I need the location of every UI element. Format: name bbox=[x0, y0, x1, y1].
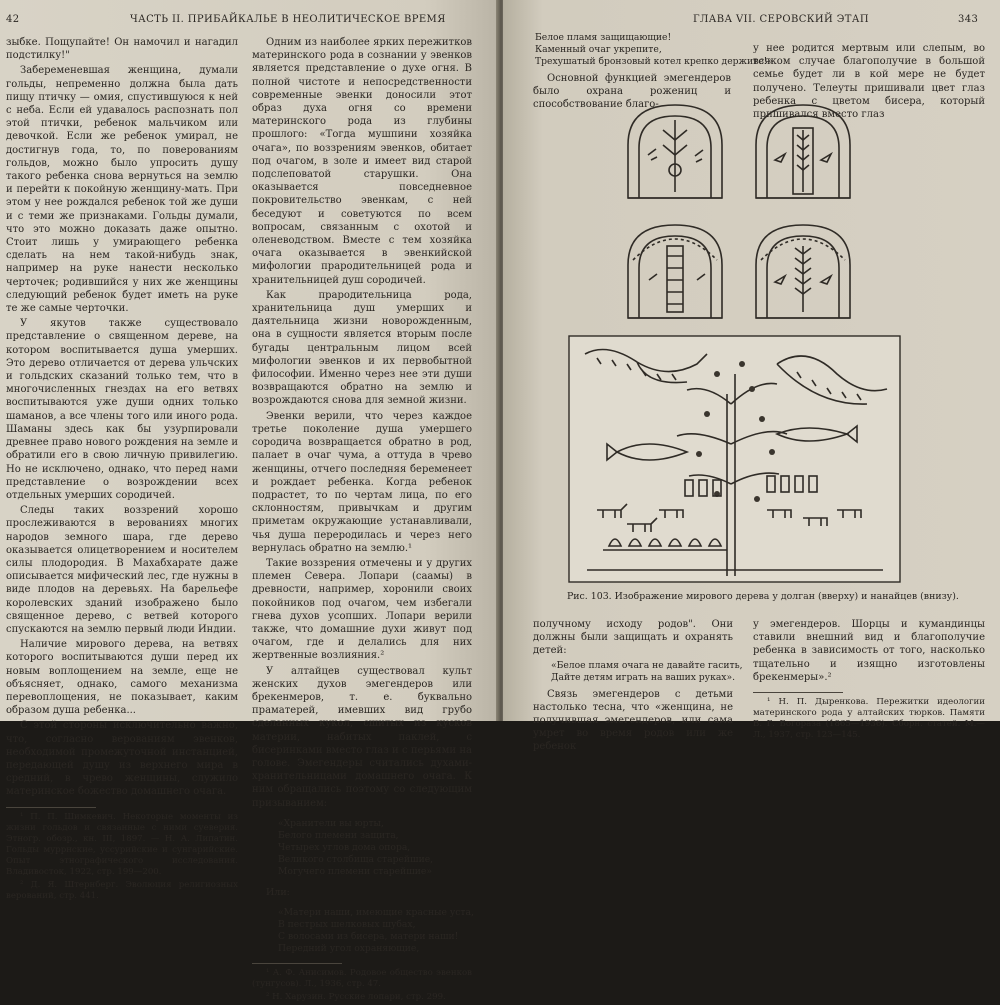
paragraph: Наличие мирового дерева, на ветвях которого воспитываются души перед их новым воплощением на земле, еще не объясняет, однако, самого механизма перевоплощения, не показывает, каким образом душа ребенка... bbox=[6, 639, 238, 717]
poem-line: С волосами из бисера, матери наши! bbox=[278, 930, 459, 942]
poem-invocation-4 bbox=[551, 659, 743, 684]
paragraph: у эмегендеров. Шорцы и кумандинцы ставили внешний вид и благополучие ребенка в зависимость от того, насколько тщательно и изящно изготовлены брекенмеры».² bbox=[753, 619, 985, 683]
nanai-world-tree-figure bbox=[567, 334, 902, 584]
poem-line: «Хранители вы юрты, bbox=[278, 817, 384, 829]
poem-line: Четырех углов дома опора, bbox=[278, 841, 411, 853]
footnote: ² Н. Харузин. Русские лопари, стр. 299. bbox=[266, 991, 446, 1002]
poem-line: Великого столбища старейшие, bbox=[278, 853, 434, 865]
footnote-rule bbox=[753, 692, 843, 693]
left-running-head: ЧАСТЬ II. ПРИБАЙКАЛЬЕ В НЕОЛИТИЧЕСКОЕ ВРЕМЯ bbox=[130, 14, 446, 25]
right-page-number: 343 bbox=[958, 14, 979, 25]
footnote: ¹ А. Ф. Анисимов. Родовое общество эвенков (тунгусов). Л., 1936, стр. 47. bbox=[252, 967, 472, 989]
paragraph: Эвенки верили, что через каждое третье поколение душа умершего сородича возвращается обратно в род, палает в очаг чума, а оттуда в чрево женщины, отчего последняя беременеет и рождает ребенка. Когда ребенок подрастет, то по чертам лица, по его склонностям, привычкам и другим приметам окружающие устанавливали, чья душа переродилась и через него вернулась обратно на землю.¹ bbox=[252, 410, 472, 554]
right-page bbox=[503, 0, 1000, 753]
right-column-1-bottom bbox=[533, 618, 743, 756]
paragraph: зыбке. Пощупайте! Он намочил и нагадил подстилку!" bbox=[6, 37, 238, 62]
paragraph: Как прародительница рода, хранительница душ умерших и даятельница жизни новорожденным, она в сущности является вторым после бугады центральным лицом всей мифологии эвенков и их первобытной философии. Именно через нее эти души возвращаются обратно на землю и возрождаются снова для земной жизни. bbox=[252, 289, 472, 407]
left-column-1 bbox=[6, 36, 238, 904]
dolgan-world-tree-figure bbox=[623, 100, 858, 330]
right-running-head: ГЛАВА VII. СЕРОВСКИЙ ЭТАП bbox=[693, 14, 869, 25]
poem-line: «Белое пламя очага не давайте гасить, bbox=[551, 659, 743, 671]
footnote: ¹ П. П. Шимкевич. Некоторые моменты из жизни гольдов и связанные с ними суеверия. Этногр. обозр., кн. III, 1897. — Н. А. Липатин. Гольды муррнские, уссурийские и сунгарийские. Опыт этнографического исследования. Владивосток, 1922, стр. 199—200. bbox=[6, 811, 238, 877]
left-page bbox=[0, 0, 500, 1002]
paragraph: У алтайцев существовал культ женских духов эмегендеров или брекенмеров, т. е. буквально праматерей, имевших вид грубо сделанных кукол, сшитых из кусков материи, набитых паклей, с бисеринками вместо глаз и с перьями на голове. Эмегендеры считались духами-хранительницами домашнего очага. К ним обращались поэтому со следующим призыванием: bbox=[252, 665, 472, 809]
left-column-2 bbox=[252, 36, 472, 1005]
arch-drawing-1 bbox=[628, 105, 722, 198]
poem-line: Белое пламя защищающие! bbox=[535, 32, 672, 43]
figure-caption: Рис. 103. Изображение мирового дерева у долган (вверху) и нанайцев (внизу). bbox=[567, 591, 959, 602]
left-page-number: 42 bbox=[6, 14, 20, 25]
paragraph: Основной функцией эмегендеров было охрана рожениц и способствование благо- bbox=[533, 73, 731, 111]
right-top-poem bbox=[535, 32, 773, 72]
paragraph: У якутов также существовало представление о священном дереве, на котором воспитывается душа умерших. Это дерево отличается от дерева ульчских и гольдских сказаний только тем, что в многочисленных гнездах на его ветвях воспитываются уже души одних только шаманов, а все члены того или иного рода. Шаманы здесь как бы узурпировали древнее право нового рождения на земле и обратили его в свою личную привилегию. Но не исключено, однако, что перед нами представление о возрождении всех отдельных умерших сородичей. bbox=[6, 318, 239, 501]
poem-line: Каменный очаг укрепите, bbox=[535, 44, 662, 55]
poem-invocation-1 bbox=[278, 818, 472, 878]
poem-line: Передний угол охраняющие, bbox=[278, 942, 420, 954]
right-column-2-bottom bbox=[753, 618, 985, 743]
paragraph: С этой стороны исключительно важно, что, согласно верованиям эвенков, необходимой промежуточной инстанцией, передающей душу из верхнего мира в средний, в чрево женщины, служило материнское божество домашнего очага. bbox=[6, 720, 238, 798]
poem-label: Или: bbox=[266, 886, 290, 898]
paragraph: Связь эмегендеров с детьми настолько тесна, что «женщина, не получившая эмегендеров, или сама умрет во время родов или же ребенок bbox=[533, 688, 733, 753]
paragraph: у нее родится мертвым или слепым, во всяком случае благополучие в большой семье будет ли в кой мере не будет получено. Телеуты пришивали цвет глаз ребенка с цветом бисера, который пришивался вместо глаз bbox=[753, 43, 985, 121]
arch-drawing-3 bbox=[628, 225, 722, 318]
poem-invocation-3 bbox=[535, 32, 773, 68]
paragraph: получному исходу родов". Они должны были защищать и охранять детей: bbox=[533, 619, 733, 657]
poem-line: Могучего племени старейшие» bbox=[278, 865, 432, 877]
paragraph: Забеременевшая женщина, думали гольды, непременно должна была дать пищу птичку — омия, спустившуюся к ней с неба. Если ей удавалось распознать пол этой птички, ребенок мальчиком или девочкой. Если же ребенок умирал, не достигнув года, то, по поверованиям гольдов, можно было упросить душу такого ребенка снова вернуться на землю и перейти к покойную женщину-мать. При этом у нее рождался ребенок той же души и с теми же признаками. Гольды думали, что это можно доказать даже опытно. Стоит лишь у умирающего ребенка сделать на нем такой-нибудь знак, например на руке нанести несколько черточек; родившийся у них же женщины следующий ребенок будет иметь на руке те же самые черточки. bbox=[6, 65, 238, 315]
footnote: ² Д. Я. Штернберг. Эволюция религиозных верований, стр. 441. bbox=[6, 879, 238, 901]
poem-line: Дайте детям играть на ваших руках». bbox=[551, 671, 736, 683]
poem-line: «Матери наши, имеющие красные уста, bbox=[278, 906, 474, 918]
poem-line: Трехушатый бронзовый котел крепко держите!» bbox=[535, 56, 773, 67]
paragraph: Такие воззрения отмечены и у других племен Севера. Лопари (саамы) в древности, например, хоронили своих покойников под очагом, чем избегали гнева духов усопших. Лопари верили также, что домашние духи живут под очагом, где и делались для них жертвенные возлияния.² bbox=[252, 557, 472, 662]
arch-drawing-4 bbox=[756, 225, 850, 318]
paragraph: Следы таких воззрений хорошо прослеживаются в верованиях многих народов земного шара, где дерево оказывается олицетворением и носителем силы плодородия. В Махабхарате даже описывается мифический лес, где нужны в виде плодов на деревьях. На барельефе королевских зданий изображено было священное дерево, с ветвей которого спускаются на землю первый люди Индии. bbox=[6, 505, 238, 635]
paragraph: Одним из наиболее ярких пережитков материнского рода в сознании у эвенков является представление о духе огня. В полной чистоте и непосредственности современные эвенки доносили этот образ духа огня со времени материнского рода из глубины прошлого: «Тогда мушпини хозяйка очага», по воззрениям эвенков, обитает под очагом, в золе и имеет вид старой подслеповатой старушки. Она оказывается повседневное покровительство эвенкам, с ней беседуют и советуются по всем вопросам, связанным с охотой и оленеводством. Вместе с тем хозяйка очага оказывается в эвенкийской мифологии прародительницей рода и хранительницей душ сородичей. bbox=[252, 37, 472, 286]
arch-drawing-2 bbox=[756, 105, 850, 198]
poem-line: В пестрых шелковых шубах, bbox=[278, 918, 416, 930]
poem-invocation-2 bbox=[278, 907, 472, 955]
footnote-rule bbox=[252, 963, 342, 964]
poem-line: Белого племени защита, bbox=[278, 829, 399, 841]
footnote-rule bbox=[6, 807, 96, 808]
footnote: ¹ Н. П. Дыренкова. Пережитки идеологии материнского рода у алтайских тюрков. Памяти В. Г. Богораза (1865—1936). Сборн. статей. М.—Л., 1937, стр. 123—145. bbox=[753, 697, 985, 741]
